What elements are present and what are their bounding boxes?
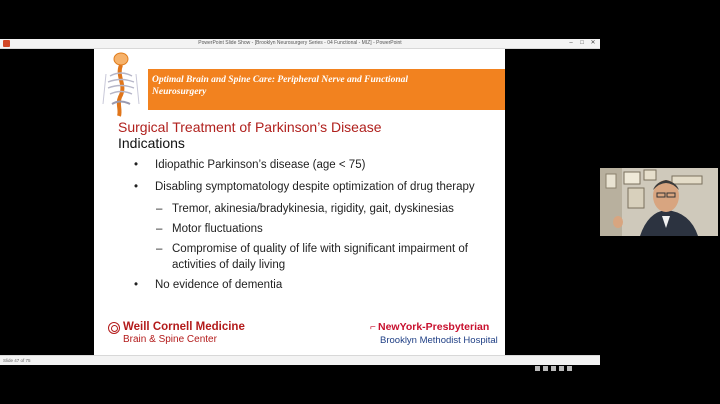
slide-title: Surgical Treatment of Parkinson’s Disease — [118, 119, 382, 135]
view-icon[interactable] — [535, 366, 540, 371]
bullet-dot: • — [134, 159, 139, 171]
close-icon[interactable]: ✕ — [590, 40, 596, 46]
title-bar — [0, 39, 600, 49]
slide-header: Optimal Brain and Spine Care: Peripheral Nerve and Functional Neurosurgery — [152, 75, 408, 97]
logo-right-name: NewYork-Presbyterian — [378, 321, 490, 333]
nyp-mark-icon: ⌐ — [370, 322, 376, 333]
sub-bullet-item — [134, 221, 494, 237]
logo-right-sub: Brooklyn Methodist Hospital — [380, 335, 498, 346]
view-icon[interactable] — [567, 366, 572, 371]
bullet-dot: • — [134, 279, 139, 291]
slide-counter: Slide 47 of 75 — [3, 358, 31, 363]
bullet-text: Disabling symptomatology despite optimization of drug therapy — [155, 181, 475, 193]
bullet-item — [134, 277, 494, 293]
powerpoint-window — [0, 39, 600, 364]
sub-bullet-text: Compromise of quality of life with significant impairment of activities of daily living — [172, 243, 468, 271]
view-icon[interactable] — [543, 366, 548, 371]
bullet-dash: – — [156, 243, 163, 255]
bullet-text: Idiopathic Parkinson’s disease (age < 75) — [155, 159, 366, 171]
weill-cornell-mark-icon — [108, 322, 120, 334]
logo-left-name: Weill Cornell Medicine — [123, 321, 245, 333]
restore-icon[interactable]: □ — [580, 40, 584, 46]
view-icon[interactable] — [559, 366, 564, 371]
speaker-video-image — [600, 168, 718, 236]
sub-bullet-text: Tremor, akinesia/bradykinesia, rigidity, gait, dyskinesias — [172, 203, 454, 215]
sub-bullet-item — [134, 201, 494, 217]
logo-left-sub: Brain & Spine Center — [123, 334, 217, 345]
bullet-list — [134, 157, 494, 299]
webcam-feed — [600, 168, 718, 236]
slide-subtitle: Indications — [118, 135, 185, 151]
spine-illustration — [98, 52, 148, 118]
slide[interactable] — [94, 49, 505, 355]
sub-bullet-text: Motor fluctuations — [172, 223, 263, 235]
status-bar — [0, 355, 600, 365]
status-icons — [532, 358, 592, 363]
view-icon[interactable] — [551, 366, 556, 371]
bullet-text: No evidence of dementia — [155, 279, 283, 291]
window-title: PowerPoint Slide Show - [Brooklyn Neurosurgery Series - 04 Functional - MIZ] - PowerPoint — [198, 40, 402, 46]
minimize-icon[interactable]: – — [569, 40, 573, 46]
slide-area — [0, 49, 600, 355]
bullet-item — [134, 179, 494, 195]
bullet-dash: – — [156, 203, 163, 215]
bullet-item — [134, 157, 494, 173]
bullet-dash: – — [156, 223, 163, 235]
sub-bullet-item — [134, 241, 494, 273]
bullet-dot: • — [134, 181, 139, 193]
